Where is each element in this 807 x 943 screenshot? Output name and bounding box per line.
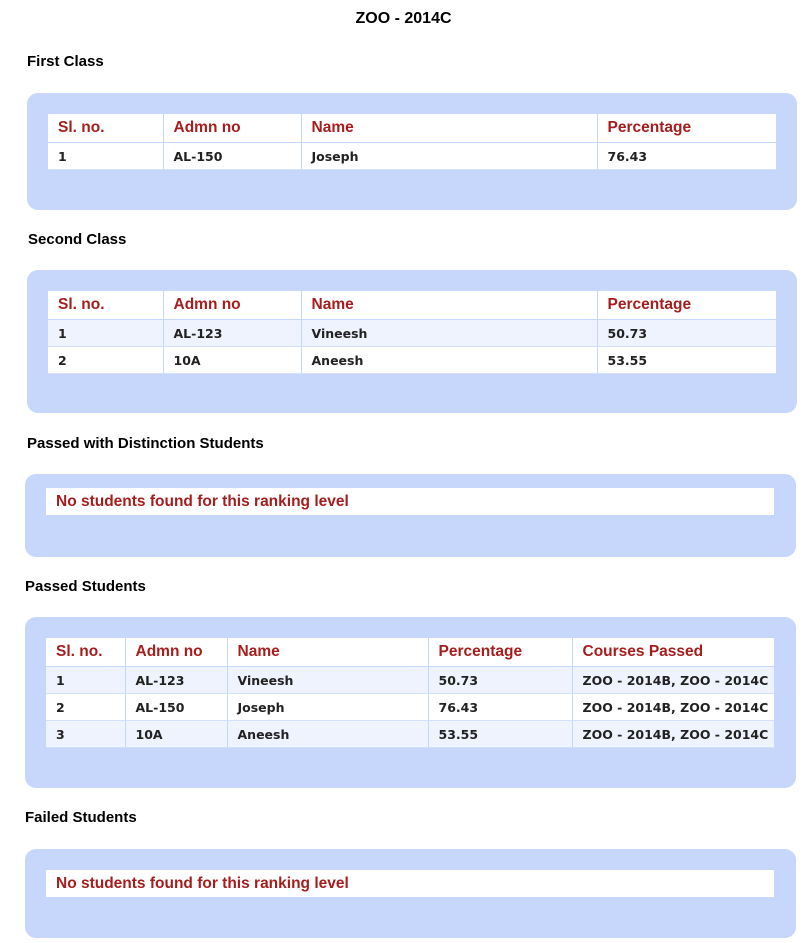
cell-name: Joseph bbox=[227, 694, 428, 721]
header-percentage[interactable]: Percentage bbox=[428, 638, 572, 667]
cell-percentage: 50.73 bbox=[428, 667, 572, 694]
table-row bbox=[48, 143, 776, 170]
second-class-table bbox=[48, 291, 776, 374]
cell-admn-no: AL-123 bbox=[163, 320, 301, 347]
cell-percentage: 50.73 bbox=[597, 320, 776, 347]
header-courses-passed[interactable]: Courses Passed bbox=[572, 638, 774, 667]
cell-percentage: 53.55 bbox=[597, 347, 776, 374]
table-row bbox=[48, 320, 776, 347]
first-class-title: First Class bbox=[27, 53, 104, 70]
distinction-empty-message: No students found for this ranking level bbox=[46, 488, 774, 515]
header-sl-no[interactable]: Sl. no. bbox=[46, 638, 125, 667]
cell-name: Vineesh bbox=[227, 667, 428, 694]
cell-name: Joseph bbox=[301, 143, 597, 170]
cell-sl-no: 1 bbox=[48, 143, 163, 170]
cell-name: Aneesh bbox=[301, 347, 597, 374]
header-admn-no[interactable]: Admn no bbox=[125, 638, 227, 667]
first-class-table bbox=[48, 114, 776, 170]
failed-title: Failed Students bbox=[25, 809, 137, 826]
cell-name: Vineesh bbox=[301, 320, 597, 347]
distinction-panel bbox=[25, 474, 796, 557]
cell-sl-no: 1 bbox=[46, 667, 125, 694]
table-row bbox=[48, 347, 776, 374]
second-class-title: Second Class bbox=[28, 231, 127, 248]
cell-percentage: 76.43 bbox=[428, 694, 572, 721]
cell-sl-no: 1 bbox=[48, 320, 163, 347]
cell-name: Aneesh bbox=[227, 721, 428, 748]
header-percentage[interactable]: Percentage bbox=[597, 114, 776, 143]
cell-courses-passed: ZOO - 2014B, ZOO - 2014C bbox=[572, 667, 774, 694]
table-row bbox=[46, 694, 774, 721]
distinction-title: Passed with Distinction Students bbox=[27, 435, 264, 452]
header-name[interactable]: Name bbox=[227, 638, 428, 667]
cell-admn-no: 10A bbox=[163, 347, 301, 374]
table-row bbox=[46, 721, 774, 748]
table-header-row bbox=[46, 638, 774, 667]
header-admn-no[interactable]: Admn no bbox=[163, 291, 301, 320]
header-percentage[interactable]: Percentage bbox=[597, 291, 776, 320]
failed-empty-message: No students found for this ranking level bbox=[46, 870, 774, 897]
table-header-row bbox=[48, 291, 776, 320]
table-header-row bbox=[48, 114, 776, 143]
header-admn-no[interactable]: Admn no bbox=[163, 114, 301, 143]
page-title: ZOO - 2014C bbox=[355, 10, 452, 27]
cell-admn-no: AL-123 bbox=[125, 667, 227, 694]
cell-admn-no: AL-150 bbox=[125, 694, 227, 721]
table-row bbox=[46, 667, 774, 694]
cell-sl-no: 2 bbox=[46, 694, 125, 721]
cell-sl-no: 2 bbox=[48, 347, 163, 374]
cell-courses-passed: ZOO - 2014B, ZOO - 2014C bbox=[572, 721, 774, 748]
header-sl-no[interactable]: Sl. no. bbox=[48, 114, 163, 143]
cell-courses-passed: ZOO - 2014B, ZOO - 2014C bbox=[572, 694, 774, 721]
cell-percentage: 76.43 bbox=[597, 143, 776, 170]
header-name[interactable]: Name bbox=[301, 114, 597, 143]
passed-title: Passed Students bbox=[25, 578, 146, 595]
header-name[interactable]: Name bbox=[301, 291, 597, 320]
cell-sl-no: 3 bbox=[46, 721, 125, 748]
cell-admn-no: AL-150 bbox=[163, 143, 301, 170]
cell-percentage: 53.55 bbox=[428, 721, 572, 748]
header-sl-no[interactable]: Sl. no. bbox=[48, 291, 163, 320]
passed-table bbox=[46, 638, 774, 748]
cell-admn-no: 10A bbox=[125, 721, 227, 748]
